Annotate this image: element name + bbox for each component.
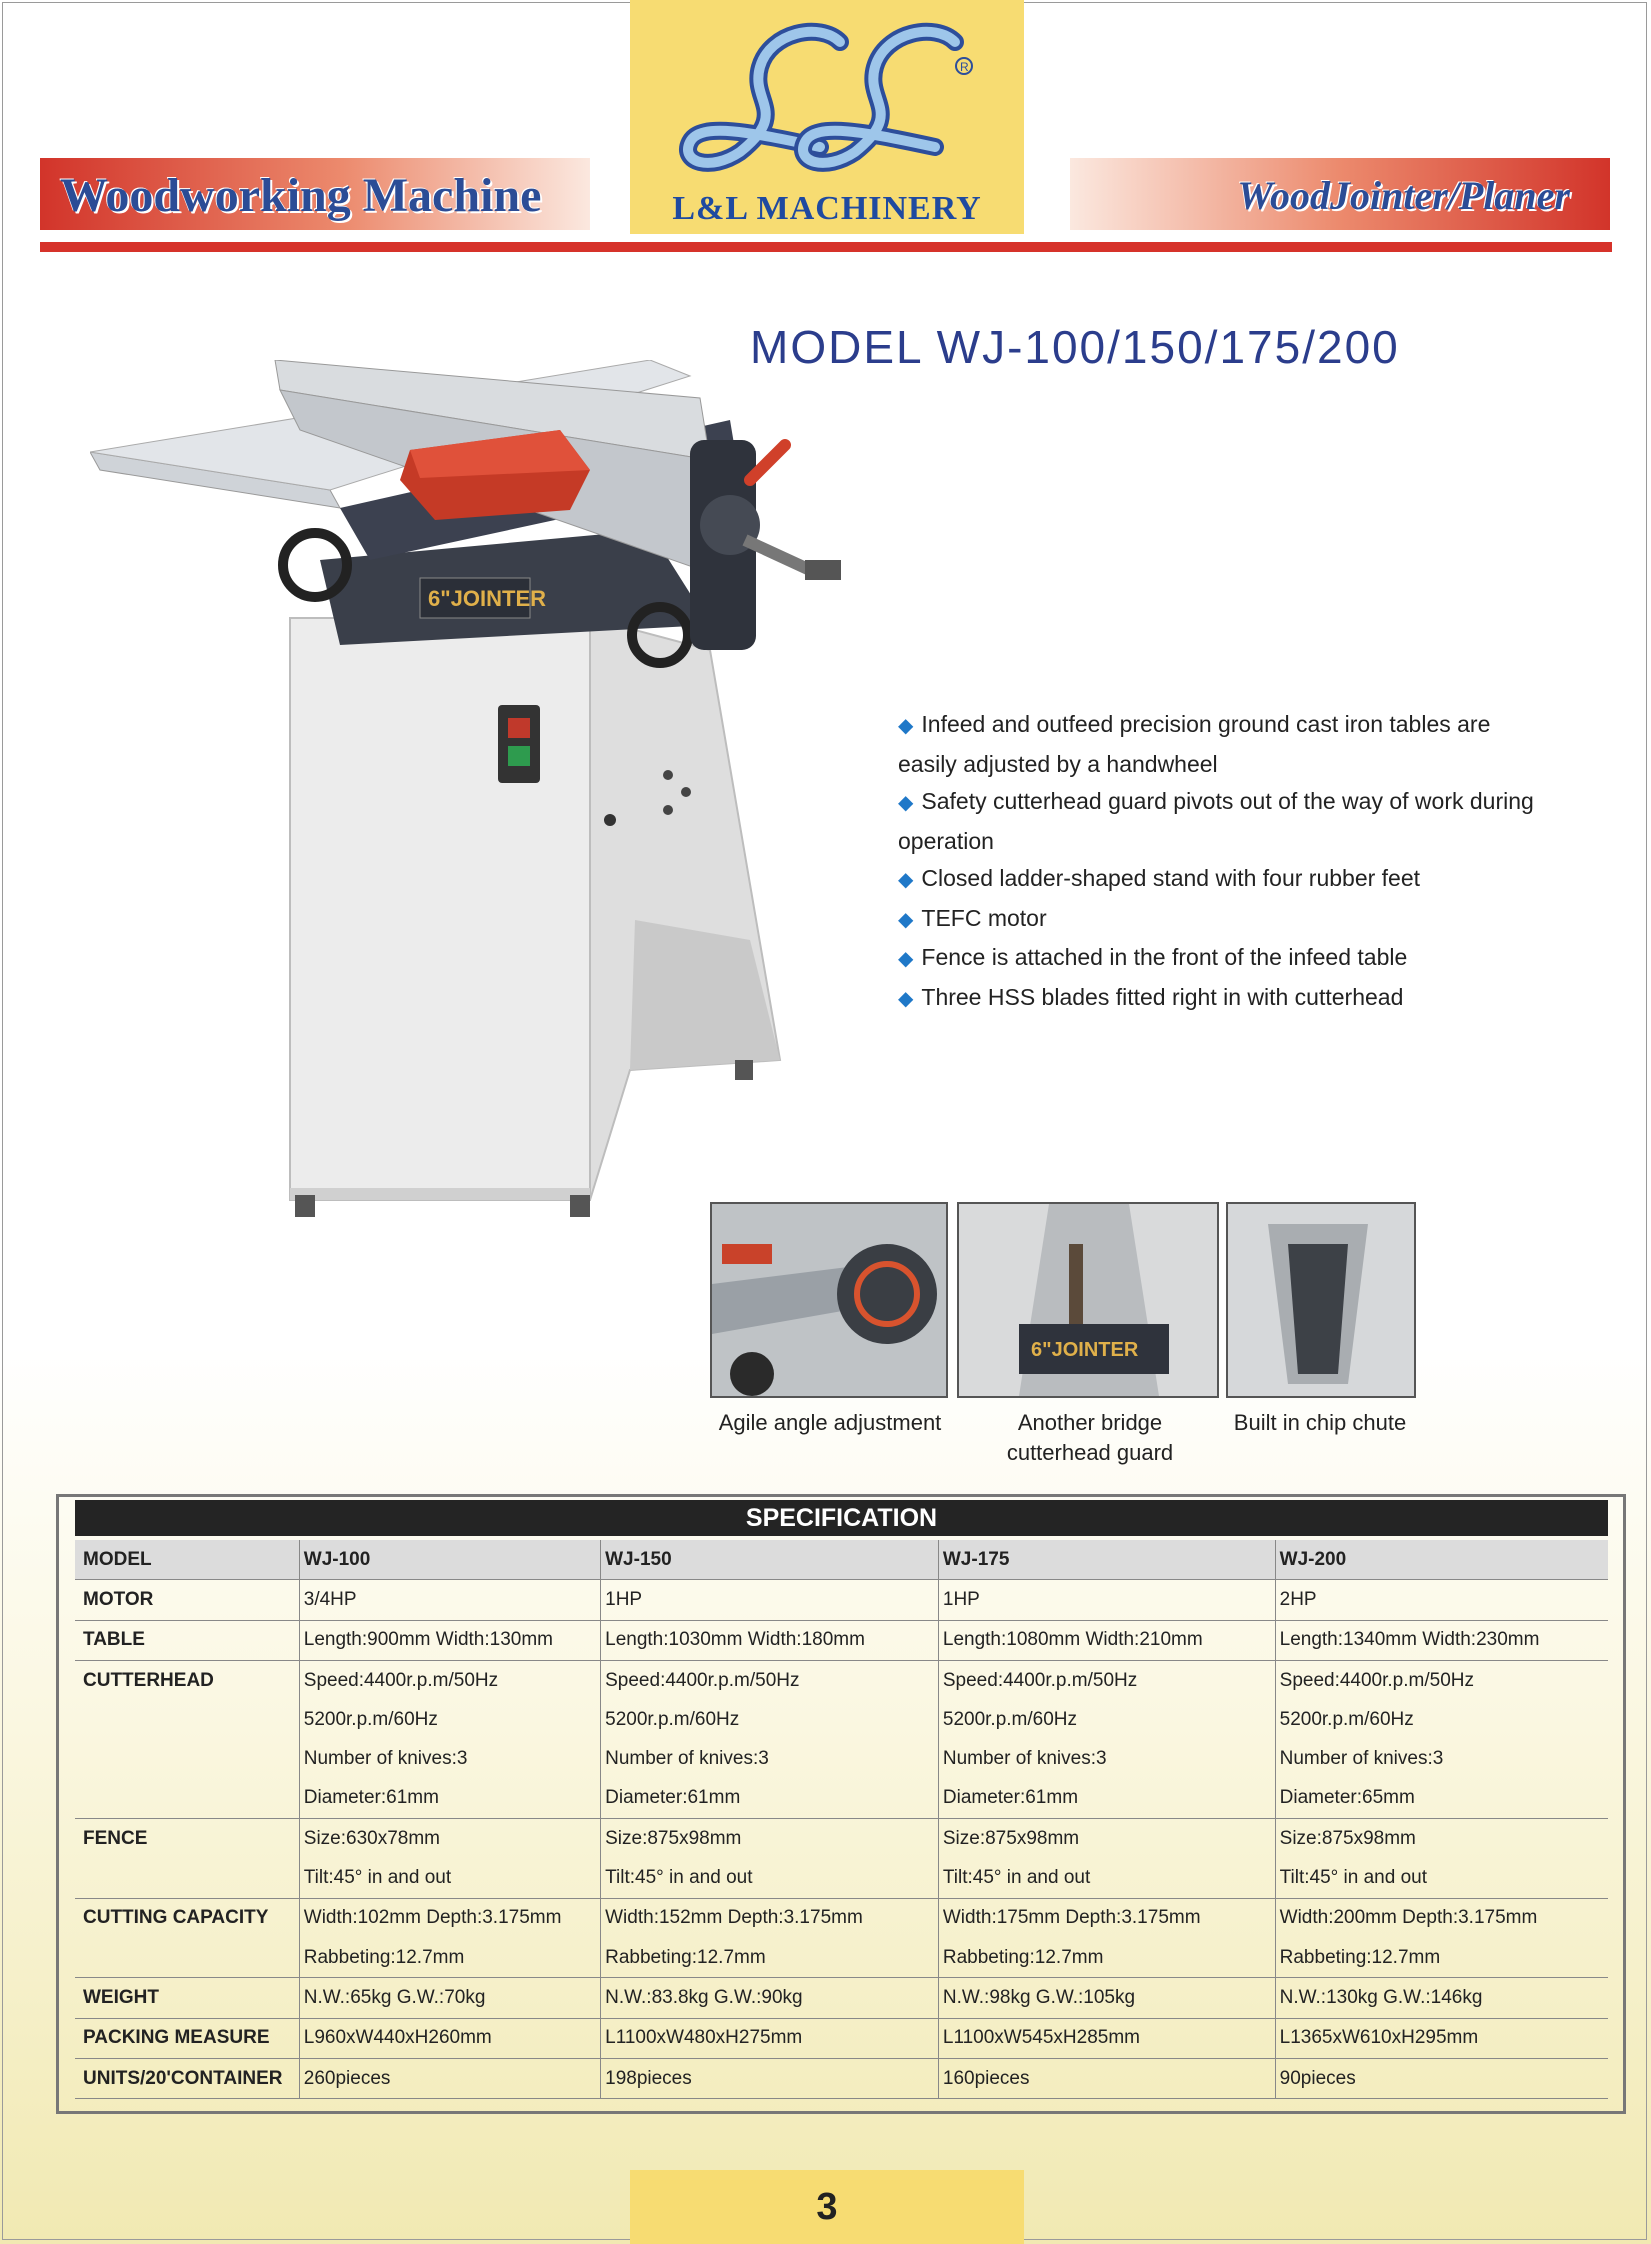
category-title: Woodworking Machine xyxy=(60,169,542,222)
diamond-bullet-icon: ◆ xyxy=(898,869,914,891)
spec-header-row: MODEL WJ-100 WJ-150 WJ-175 WJ-200 xyxy=(75,1540,1608,1580)
spec-row-units: UNITS/20'CONTAINER 260pieces 198pieces 160pieces 90pieces xyxy=(75,2058,1608,2098)
category-banner xyxy=(40,158,590,230)
spec-row-cutterhead-60hz: 5200r.p.m/60Hz 5200r.p.m/60Hz 5200r.p.m/60Hz 5200r.p.m/60Hz xyxy=(75,1700,1608,1739)
photo-bridge-guard xyxy=(957,1202,1219,1398)
model-title: MODEL WJ-100/150/175/200 xyxy=(750,321,1400,373)
ll-logo-icon xyxy=(670,12,984,187)
feature-item: ◆ Closed ladder-shaped stand with four rubber feet xyxy=(898,865,1421,891)
diamond-bullet-icon: ◆ xyxy=(898,715,914,737)
feature-item: ◆ Fence is attached in the front of the infeed table xyxy=(898,944,1408,970)
spec-row-cutterhead: CUTTERHEAD Speed:4400r.p.m/50Hz Speed:4400r.p.m/50Hz Speed:4400r.p.m/50Hz Speed:4400r.p.m/50Hz xyxy=(75,1660,1608,1700)
feature-item: ◆ TEFC motor xyxy=(898,904,1047,931)
jointer-badge-text: 6"JOINTER xyxy=(428,586,547,611)
spec-row-weight: WEIGHT N.W.:65kg G.W.:70kg N.W.:83.8kg G.W.:90kg N.W.:98kg G.W.:105kg N.W.:130kg G.W.:146kg xyxy=(75,1978,1608,2018)
diamond-bullet-icon: ◆ xyxy=(898,948,914,970)
feature-list xyxy=(898,706,1538,1018)
brand-name: L&L MACHINERY xyxy=(672,190,982,227)
header-rule xyxy=(40,242,1612,252)
spec-title: SPECIFICATION xyxy=(75,1500,1608,1536)
spec-row-packing: PACKING MEASURE L960xW440xH260mm L1100xW480xH275mm L1100xW545xH285mm L1365xW610xH295mm xyxy=(75,2018,1608,2058)
spec-row-fence-tilt: Tilt:45° in and out Tilt:45° in and out Tilt:45° in and out Tilt:45° in and out xyxy=(75,1858,1608,1898)
diamond-bullet-icon: ◆ xyxy=(898,792,914,814)
spec-table xyxy=(75,1540,1608,2099)
diamond-bullet-icon: ◆ xyxy=(898,908,914,931)
product-type-title: WoodJointer/Planer xyxy=(1237,173,1570,218)
feature-item: ◆ Infeed and outfeed precision ground cast iron tables are easily adjusted by a handwheel xyxy=(898,711,1491,777)
feature-item: ◆ Safety cutterhead guard pivots out of the way of work during operation xyxy=(898,788,1534,854)
diamond-bullet-icon: ◆ xyxy=(898,987,914,1010)
feature-item: ◆ Three HSS blades fitted right in with cutterhead xyxy=(898,983,1404,1010)
photo-angle-adjustment xyxy=(710,1202,948,1398)
spec-row-cutterhead-knives: Number of knives:3 Number of knives:3 Number of knives:3 Number of knives:3 xyxy=(75,1739,1608,1778)
spec-row-motor: MOTOR 3/4HP 1HP 1HP 2HP xyxy=(75,1580,1608,1620)
spec-row-rabbeting: Rabbeting:12.7mm Rabbeting:12.7mm Rabbeting:12.7mm Rabbeting:12.7mm xyxy=(75,1938,1608,1978)
spec-row-cutting-capacity: CUTTING CAPACITY Width:102mm Depth:3.175mm Width:152mm Depth:3.175mm Width:175mm Depth:3.175mm Width:200mm Depth:3.175mm xyxy=(75,1898,1608,1938)
spec-row-cutterhead-diameter: Diameter:61mm Diameter:61mm Diameter:61mm Diameter:65mm xyxy=(75,1779,1608,1819)
svg-text:R: R xyxy=(960,60,969,74)
caption-angle-adjustment: Agile angle adjustment xyxy=(718,1410,942,1435)
caption-chip-chute: Built in chip chute xyxy=(1233,1410,1407,1435)
caption-bridge-guard: Another bridge cutterhead guard xyxy=(1006,1410,1174,1465)
product-type-banner xyxy=(1070,158,1610,230)
brand-logo-box xyxy=(630,0,1024,234)
spec-row-table: TABLE Length:900mm Width:130mm Length:1030mm Width:180mm Length:1080mm Width:210mm Length:1340mm Width:230mm xyxy=(75,1620,1608,1660)
page-number: 3 xyxy=(630,2170,1024,2244)
photo-chip-chute xyxy=(1226,1202,1416,1398)
svg-text:6"JOINTER: 6"JOINTER xyxy=(1031,1339,1139,1361)
spec-row-fence: FENCE Size:630x78mm Size:875x98mm Size:875x98mm Size:875x98mm xyxy=(75,1819,1608,1859)
